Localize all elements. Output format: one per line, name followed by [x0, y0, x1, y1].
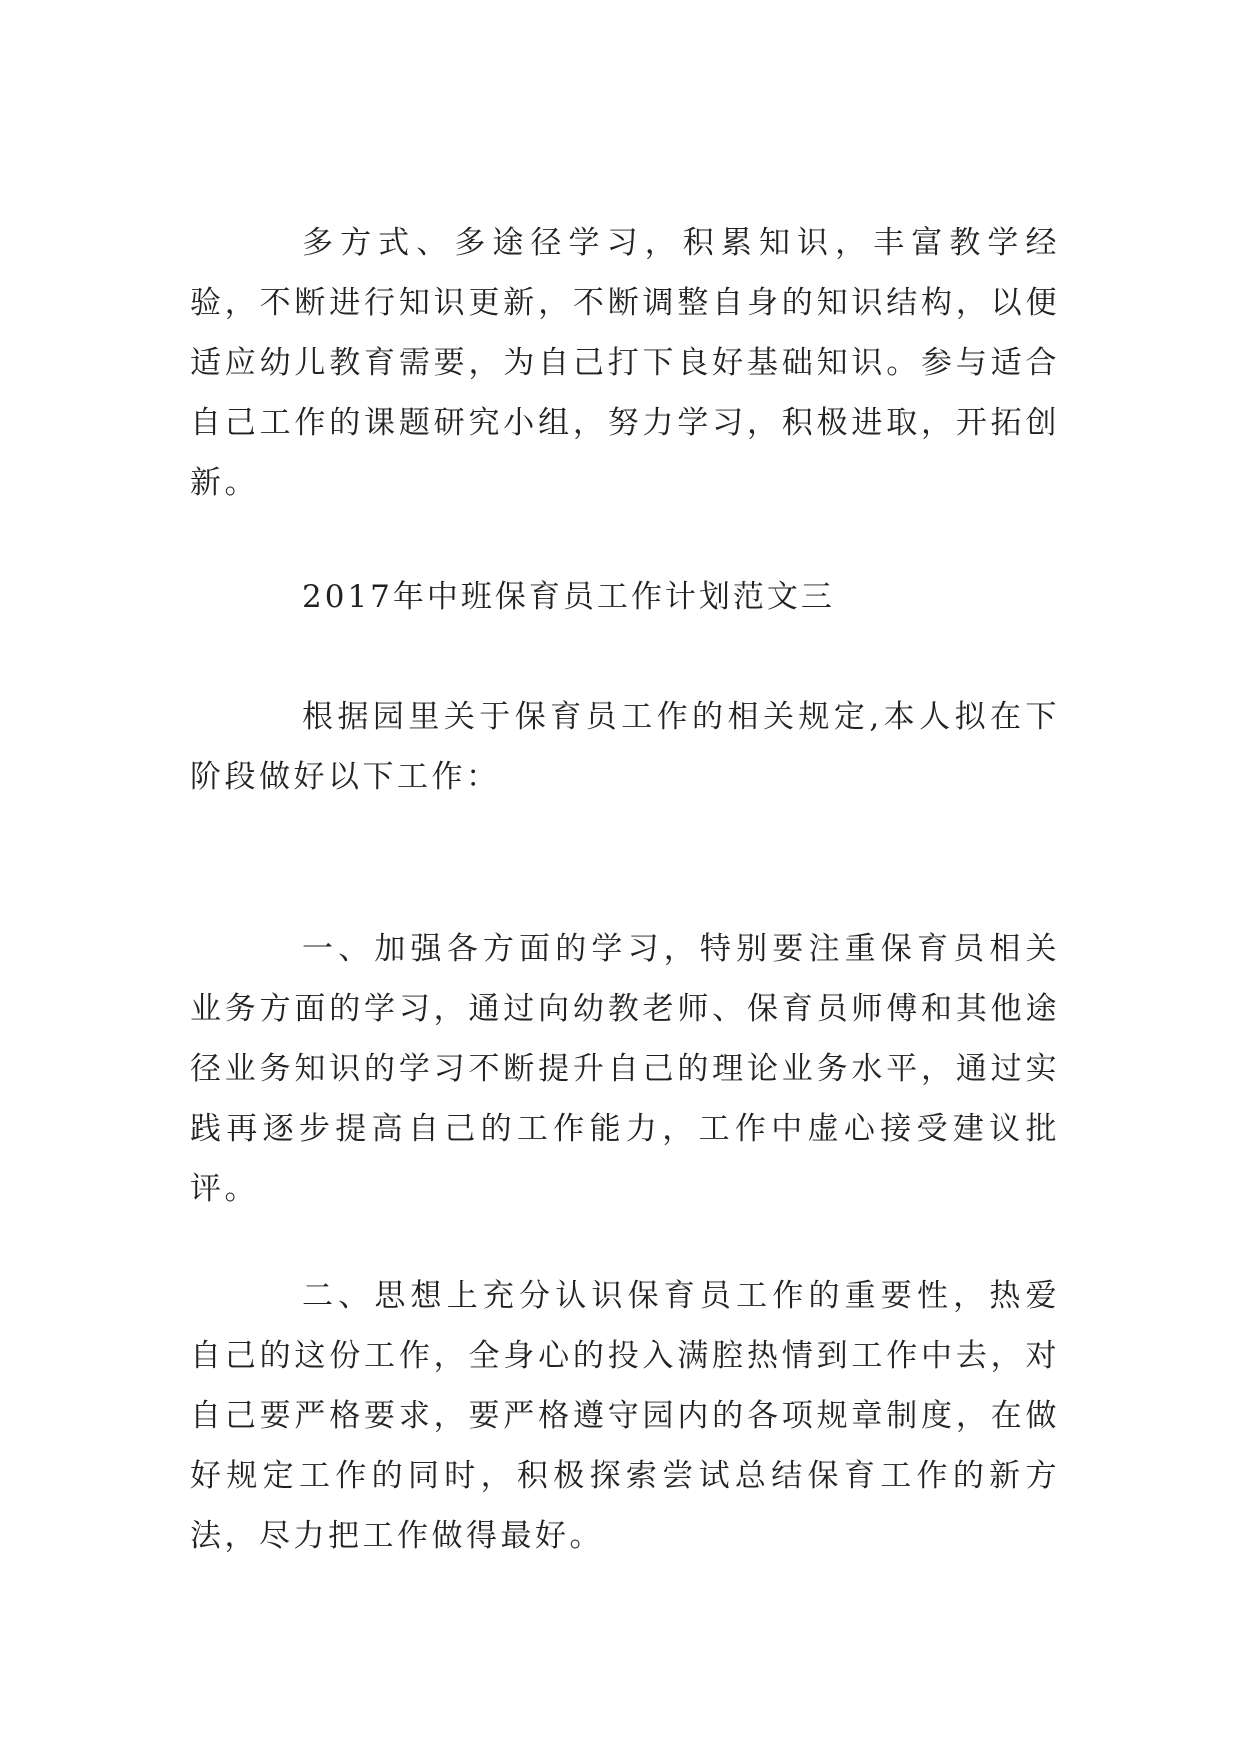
section-title: 2017年中班保育员工作计划范文三	[302, 579, 835, 615]
paragraph-item-two: 二、思想上充分认识保育员工作的重要性，热爱自己的这份工作，全身心的投入满腔热情到工作中去，对自己要严格要求，要严格遵守园内的各项规章制度，在做好规定工作的同时，积极探索尝试总结保育工作的新方法，尽力把工作做得最好。	[190, 1278, 1060, 1554]
paragraph-learning: 多方式、多途径学习，积累知识，丰富教学经验，不断进行知识更新，不断调整自身的知识结构，以便适应幼儿教育需要，为自己打下良好基础知识。参与适合自己工作的课题研究小组，努力学习，积极进取，开拓创新。	[190, 225, 1060, 501]
paragraph-item-one: 一、加强各方面的学习，特别要注重保育员相关业务方面的学习，通过向幼教老师、保育员师傅和其他途径业务知识的学习不断提升自己的理论业务水平，通过实践再逐步提高自己的工作能力，工作中虚心接受建议批评。	[190, 931, 1060, 1207]
paragraph-intro: 根据园里关于保育员工作的相关规定,本人拟在下阶段做好以下工作：	[190, 699, 1060, 795]
